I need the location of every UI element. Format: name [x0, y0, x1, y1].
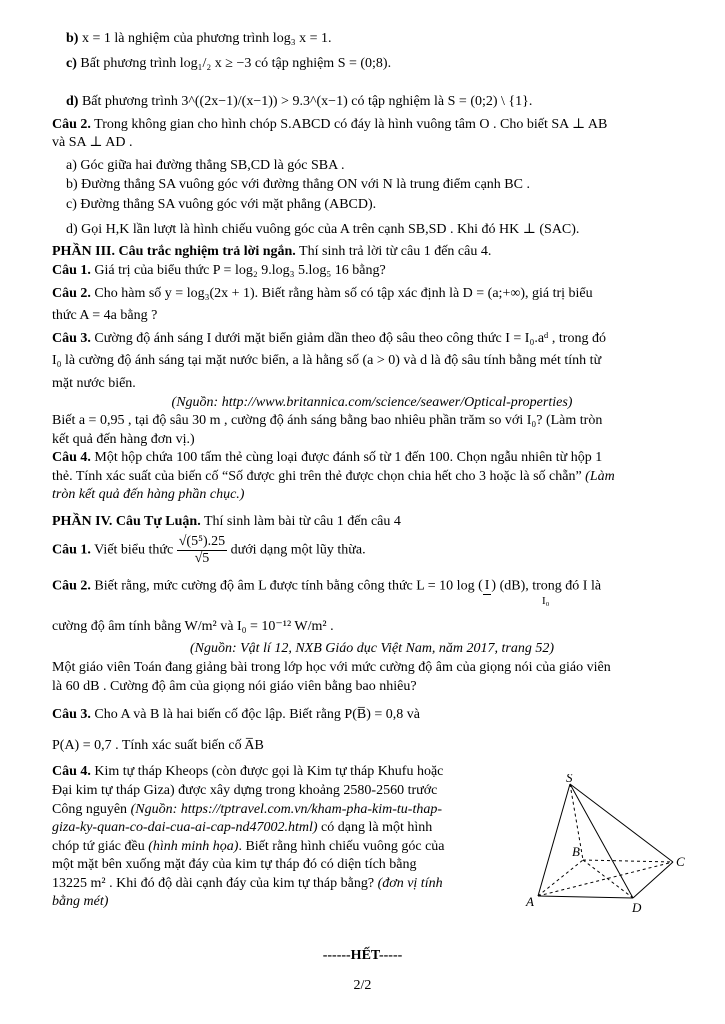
p4-q1: Câu 1. Viết biểu thức $\frac{\text{√(5⁵).25}}{√5}$ dưới dạng một lũy thừa. [52, 533, 366, 566]
p3-q3-cont: I₀ là cường độ ánh sáng tại mặt nước biển, a là hằng số (a > 0) và d là độ sâu tính bằng mét tính từ [52, 353, 602, 369]
p3-q2: Câu 2. Cho hàm số y = log₃(2x + 1). Biết rằng hàm số có tập xác định là D = (a;+∞), giá trị biểu [52, 285, 593, 301]
p3-q3-cont3: Biết a = 0,95 , tại độ sâu 30 m , cường độ ánh sáng bằng bao nhiêu phần trăm so với I₀? (Làm tròn [52, 413, 603, 429]
p3-q3: Câu 3. Cường độ ánh sáng I dưới mặt biển giảm dần theo độ sâu theo công thức I = I₀.aᵈ , trong đó [52, 330, 606, 346]
p4-q4-l5: chóp tứ giác đều (hình minh họa). Biết rằng hình chiếu vuông góc của [52, 838, 445, 854]
statement-c: c) Bất phương trình log₁/₂ x ≥ −3 có tập nghiệm S = (0;8). [66, 55, 392, 71]
p4-q4-l7: 13225 m² . Khi đó độ dài cạnh đáy của kim tự tháp bằng? (đơn vị tính [52, 875, 443, 891]
p3-q4-cont2: tròn kết quả đến hàng phần chục.) [52, 487, 245, 503]
q2-text-cont: và SA ⊥ AD . [52, 135, 133, 151]
p4-q2-cont: cường độ âm tính bằng W/m² và I₀ = 10⁻¹² W/m² . [52, 618, 334, 634]
label-D: D [632, 900, 642, 914]
end-marker: ------HẾT----- [322, 948, 403, 963]
p4-q4-l4: giza-ky-quan-co-dai-cua-ai-cap-nd47002.html) có dạng là một hình [52, 820, 433, 836]
label-B: B [572, 844, 580, 859]
part4-heading: PHẦN IV. Câu Tự Luận. Thí sinh làm bài từ câu 1 đến câu 4 [52, 514, 401, 530]
p3-q1: Câu 1. Giá trị của biểu thức P = log₂ 9.log₃ 5.log₅ 16 bằng? [52, 262, 386, 278]
p3-q3-cont4: kết quả đến hàng đơn vị.) [52, 431, 195, 447]
label-C: C [676, 854, 685, 869]
p4-q1-fraction: $\frac{\text{√(5⁵).25}}{√5}$ [178, 533, 226, 566]
p4-q2-source: (Nguồn: Vật lí 12, NXB Giáo dục Việt Nam, năm 2017, trang 52) [189, 641, 555, 657]
p4-q4-l3: Công nguyên (Nguồn: https://tptravel.com.vn/kham-pha-kim-tu-thap- [52, 801, 442, 817]
p4-q2-fraction: ( I ) [478, 577, 497, 593]
p4-q2-den: I₀ [542, 594, 550, 607]
p3-q3-source: (Nguồn: http://www.britannica.com/science/seawer/Optical-properties) [171, 394, 573, 410]
q2-d: d) Gọi H,K lần lượt là hình chiếu vuông góc của A trên cạnh SB,SD . Khi đó HK ⊥ (SAC). [66, 221, 580, 237]
q2-b: b) Đường thẳng SA vuông góc với đường thẳng ON với N là trung điểm cạnh BC . [66, 176, 530, 192]
q2-a: a) Góc giữa hai đường thẳng SB,CD là góc SBA . [66, 157, 345, 173]
p4-q2-cont3: là 60 dB . Cường độ âm của giọng nói giáo viên bằng bao nhiêu? [52, 678, 417, 694]
q2-c: c) Đường thẳng SA vuông góc với mặt phẳng (ABCD). [66, 197, 377, 213]
p4-q3-cont: P(A) = 0,7 . Tính xác suất biến cố A̅B [52, 737, 264, 753]
p4-q4-l6: một mặt bên xuống mặt đáy của kim tự tháp đó có diện tích bằng [52, 857, 417, 873]
page-number: 2/2 [353, 978, 372, 993]
part3-heading: PHẦN III. Câu trắc nghiệm trả lời ngắn. Thí sinh trả lời từ câu 1 đến câu 4. [52, 244, 492, 260]
label-S: S [566, 774, 573, 785]
p3-q4: Câu 4. Một hộp chứa 100 tấm thẻ cùng loại được đánh số từ 1 đến 100. Chọn ngẫu nhiên từ hộp 1 [52, 450, 603, 466]
p3-q2-cont: thức A = 4a bằng ? [52, 308, 158, 324]
statement-b: b) x = 1 là nghiệm của phương trình log₃ x = 1. [66, 31, 332, 46]
p4-q2-cont2: Một giáo viên Toán đang giảng bài trong lớp học với mức cường độ âm của giọng nói của giáo viên [52, 659, 611, 675]
p3-q3-cont2: mặt nước biển. [52, 375, 136, 391]
p4-q4: Câu 4. Kim tự tháp Kheops (còn được gọi là Kim tự tháp Khufu hoặc [52, 764, 444, 780]
p4-q3: Câu 3. Cho A và B là hai biến cố độc lập. Biết rằng P(B̅) = 0,8 và [52, 707, 420, 723]
label-A: A [526, 894, 534, 909]
p4-q4-l8: bằng mét) [52, 894, 109, 910]
p4-q2: Câu 2. Biết rằng, mức cường độ âm L được tính bằng công thức L = 10 log ( I ) (dB), trong đó I là [52, 577, 692, 596]
statement-d: d) Bất phương trình 3^((2x−1)/(x−1)) > 9.3^(x−1) có tập nghiệm là S = (0;2) \ {1}. [66, 94, 533, 110]
pyramid-figure [508, 774, 698, 914]
p4-q4-l2: Đại kim tự tháp Giza) được xây dựng trong khoảng 2580-2560 trước [52, 782, 438, 798]
p3-q4-cont: thẻ. Tính xác suất của biến cố “Số được ghi trên thẻ được chọn chia hết cho 3 hoặc là số chẵn” (Làm [52, 468, 615, 484]
q2-text: Câu 2. Trong không gian cho hình chóp S.ABCD có đáy là hình vuông tâm O . Cho biết SA ⊥ AB [52, 116, 608, 132]
